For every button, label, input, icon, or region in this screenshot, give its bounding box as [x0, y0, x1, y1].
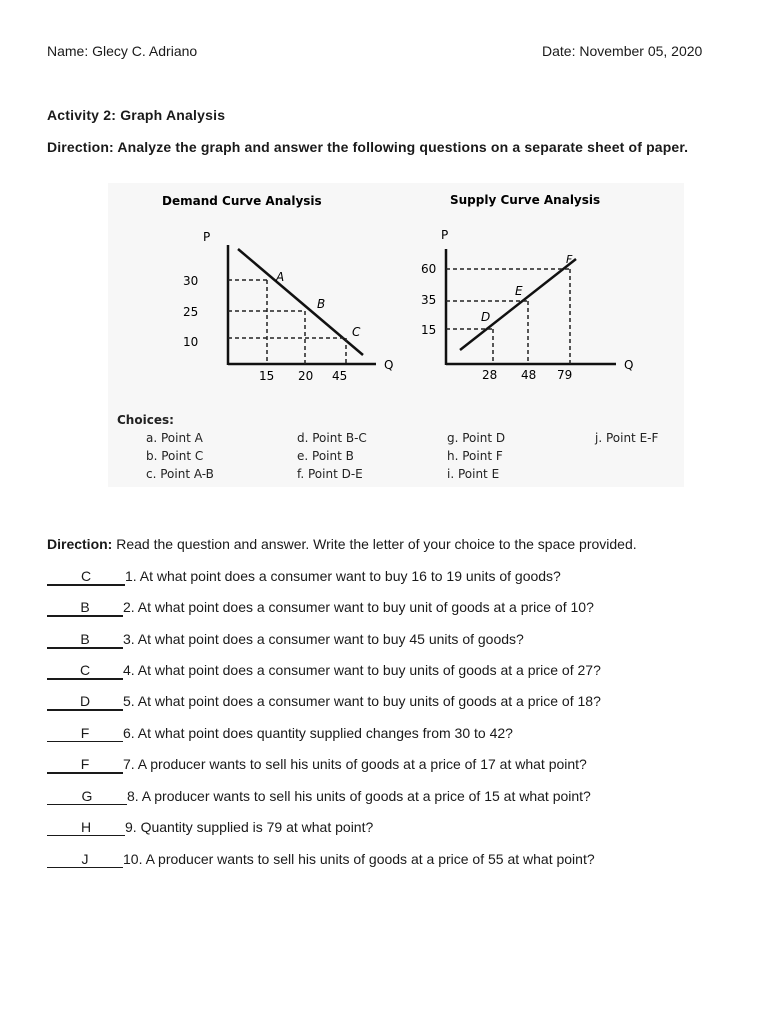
question-row	[47, 851, 595, 868]
choice-item: a. Point A	[146, 431, 203, 445]
demand-ytick: 25	[183, 305, 199, 319]
supply-curve	[460, 259, 576, 350]
choice-item: c. Point A-B	[146, 467, 214, 481]
supply-p-label: P	[441, 228, 449, 242]
answer-blank[interactable]: F	[47, 726, 123, 742]
question-text: 9. Quantity supplied is 79 at what point?	[125, 819, 374, 835]
answer-blank[interactable]: G	[47, 789, 127, 805]
direction-label: Direction:	[47, 536, 113, 552]
question-text: 6. At what point does quantity supplied changes from 30 to 42?	[123, 725, 513, 741]
question-text: 1. At what point does a consumer want to buy 16 to 19 units of goods?	[125, 568, 561, 584]
activity-title: Activity 2: Graph Analysis	[47, 107, 226, 123]
question-text: 8. A producer wants to sell his units of goods at a price of 15 at what point?	[127, 788, 591, 804]
question-row	[47, 631, 524, 649]
choice-item: f. Point D-E	[297, 467, 363, 481]
answer-blank[interactable]: F	[47, 757, 123, 774]
demand-xtick: 15	[259, 369, 275, 383]
supply-ytick: 60	[421, 262, 437, 276]
demand-p-label: P	[203, 230, 211, 244]
question-row	[47, 693, 601, 711]
direction-instructions: Direction: Analyze the graph and answer the following questions on a separate sheet of paper.	[47, 139, 689, 155]
demand-point-label: B	[317, 297, 326, 311]
choices-label: Choices:	[117, 413, 174, 427]
question-text: 3. At what point does a consumer want to buy 45 units of goods?	[123, 631, 524, 647]
answer-blank[interactable]: B	[47, 600, 123, 617]
choice-item: g. Point D	[447, 431, 506, 445]
choice-item: d. Point B-C	[297, 431, 367, 445]
question-row	[47, 599, 594, 617]
answer-blank[interactable]: B	[47, 632, 123, 649]
demand-point-label: C	[352, 325, 361, 339]
supply-point-label: F	[566, 253, 573, 266]
question-text: 2. At what point does a consumer want to buy unit of goods at a price of 10?	[123, 599, 594, 615]
choice-item: j. Point E-F	[595, 431, 659, 445]
demand-title: Demand Curve Analysis	[162, 194, 322, 208]
supply-ytick: 35	[421, 293, 437, 307]
question-row	[47, 819, 373, 836]
demand-point-label: A	[276, 270, 285, 284]
answer-blank[interactable]: C	[47, 569, 125, 586]
supply-point-label: E	[515, 284, 523, 298]
question-row	[47, 756, 587, 774]
demand-q-label: Q	[384, 358, 394, 372]
choice-item: i. Point E	[447, 467, 500, 481]
choice-item: e. Point B	[297, 449, 354, 463]
demand-ytick: 30	[183, 274, 199, 288]
direction-text: Read the question and answer. Write the letter of your choice to the space provided.	[112, 536, 637, 552]
supply-point-label: D	[481, 310, 491, 324]
demand-xtick: 20	[298, 369, 314, 383]
question-text: 7. A producer wants to sell his units of goods at a price of 17 at what point?	[123, 756, 587, 772]
demand-curve	[238, 249, 363, 355]
question-row	[47, 725, 513, 742]
graph-figure	[108, 183, 684, 487]
date: Date: November 05, 2020	[542, 43, 703, 59]
choice-item: b. Point C	[146, 449, 204, 463]
answer-blank[interactable]: J	[47, 852, 123, 868]
choice-item: h. Point F	[447, 449, 503, 463]
supply-ytick: 15	[421, 323, 437, 337]
supply-xtick: 48	[521, 368, 537, 382]
demand-xtick: 45	[332, 369, 348, 383]
answer-blank[interactable]: D	[47, 694, 123, 711]
answer-blank[interactable]: C	[47, 663, 123, 680]
demand-ytick: 10	[183, 335, 199, 349]
student-name: Name: Glecy C. Adriano	[47, 43, 198, 59]
question-row	[47, 568, 561, 586]
question-text: 10. A producer wants to sell his units of goods at a price of 55 at what point?	[123, 851, 595, 867]
supply-xtick: 79	[557, 368, 573, 382]
supply-q-label: Q	[624, 358, 634, 372]
direction-question-instructions	[47, 536, 637, 552]
question-text: 4. At what point does a consumer want to buy units of goods at a price of 27?	[123, 662, 601, 678]
question-row	[47, 662, 601, 680]
answer-blank[interactable]: H	[47, 820, 125, 836]
question-row	[47, 788, 591, 805]
supply-xtick: 28	[482, 368, 498, 382]
supply-title: Supply Curve Analysis	[450, 193, 601, 207]
question-text: 5. At what point does a consumer want to buy units of goods at a price of 18?	[123, 693, 601, 709]
